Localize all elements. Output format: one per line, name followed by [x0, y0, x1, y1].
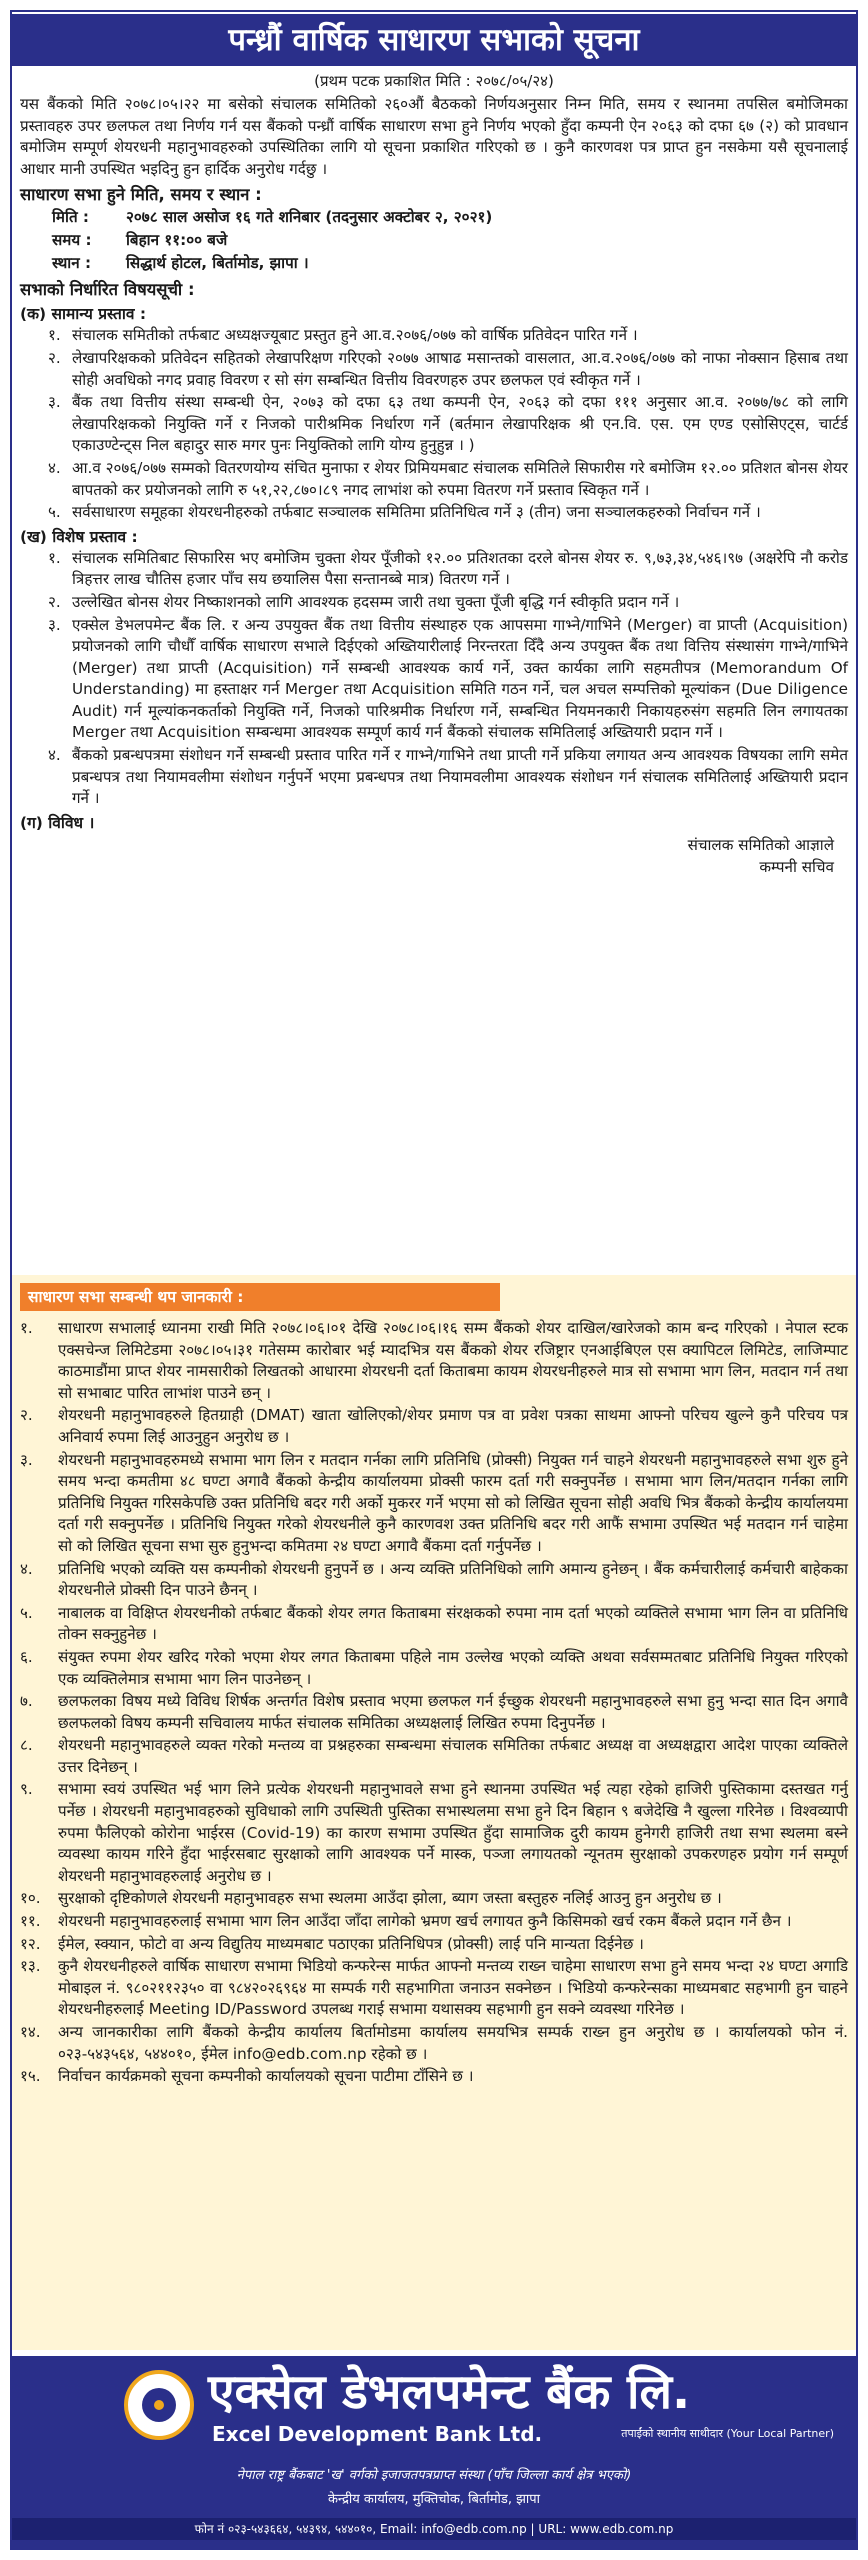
list-item — [48, 325, 848, 347]
item-number: १. — [48, 326, 61, 345]
item-text: नाबालक वा विक्षिप्त शेयरधनीको तर्फबाट बैंकको शेयर लगत किताबमा संरक्षकको रुपमा नाम दर्ता भएको व्यक्तिले सभामा भाग लिन वा प्रतिनिधि तोक्न सक्नुहुनेछ । — [58, 1603, 848, 1644]
info-heading: साधारण सभा सम्बन्धी थप जानकारी : — [20, 1283, 500, 1311]
list-item — [20, 2066, 848, 2088]
list-item — [48, 348, 848, 391]
item-number: २. — [48, 348, 61, 367]
list-item — [20, 1603, 848, 1646]
item-text: सभामा स्वयं उपस्थित भई भाग लिने प्रत्येक शेयरधनी महानुभावले सभा हुने स्थानमा उपस्थित भई त्यहा रहेको हाजिरी पुस्तिकामा दस्तखत गर्नु पर्नेछ । शेयरधनी महानुभावहरुको सुविधाको लागि उपस्थिती पुस्तिका सभास्थलमा सभा हुने दिन बिहान ९ बजेदेखि नै खुल्ला गरिनेछ । विश्वव्यापी रुपमा फैलिएको कोरोना भाईरस (Covid-19) का कारण सभामा उपस्थित हुँदा सामाजिक दुरी कायम हुनेगरी हाजिरी तथा सभा स्थलमा बस्ने व्यवस्था कायम गरिने हुँदा भाईरसबाट सुरक्षाको लागि आवश्यक पर्ने मास्क, पञ्जा लगायतको न्यूनतम सुरक्षाको उपकरणहरु प्रयोग गर्न सम्पूर्ण शेयरधनी महानुभावहरुलाई अनुरोध छ । — [58, 1780, 848, 1885]
item-number: ४. — [20, 1559, 33, 1578]
item-text: शेयरधनी महानुभावहरुले हितग्राही (DMAT) खाता खोलिएको/शेयर प्रमाण पत्र वा प्रवेश पत्रका साथमा आफ्नो परिचय खुल्ने कुनै परिचय पत्र अनिवार्य रुपमा लिई आउनुहुन अनुरोध छ । — [58, 1406, 848, 1446]
schedule-block — [20, 206, 848, 275]
license-note: नेपाल राष्ट्र बैंकबाट 'ख' वर्गको इजाजतपत्रप्राप्त संस्था (पाँच जिल्ला कार्य क्षेत्र भएको) — [236, 2468, 632, 2483]
item-number: २. — [48, 592, 61, 611]
list-item — [20, 2022, 848, 2065]
place-label: स्थान : — [52, 254, 92, 273]
list-item — [48, 392, 848, 457]
special-proposal-heading: (ख) विशेष प्रस्ताव : — [20, 527, 138, 546]
list-item — [20, 1405, 848, 1448]
item-number: ६. — [20, 1647, 33, 1666]
item-text: सर्वसाधारण समूहका शेयरधनीहरुको तर्फबाट सञ्चालक समितिमा प्रतिनिधित्व गर्ने ३ (तीन) जना सञ्चालकहरुको निर्वाचन गर्ने । — [72, 503, 761, 522]
item-text: बैंक तथा वित्तीय संस्था सम्बन्धी ऐन, २०७३ को दफा ६३ तथा कम्पनी ऐन, २०६३ को दफा १११ अनुसार आ.व. २०७७/७८ को लागि लेखापरिक्षकको नियुक्ति गर्ने र निजको पारीश्रमिक निर्धारण गर्ने (बर्तमान लेखापरिक्षक श्री एन.वि. एस. एम एण्ड एसोसिएट्स, चार्टर्ड एकाउण्टेन्ट्स निल बहादुर सारु मगर पुनः नियुक्तिको लागि योग्य हुनुहुन्न । ) — [72, 393, 848, 455]
list-item — [20, 1956, 848, 2021]
item-text: कुनै शेयरधनीहरुले वार्षिक साधारण सभामा भिडियो कन्फरेन्स मार्फत आफ्नो मन्तव्य राख्न चाहेमा साधारण सभा हुने समय भन्दा २४ घण्टा अगाडि मोबाइल नं. ९८०२११२३५० वा ९८४२०२६९६४ मा सम्पर्क गरी सहभागिता जनाउन सक्नेछन । भिडियो कन्फरेन्सका माध्यमबाट सहभागी हुन चाहने शेयरधनीहरुलाई Meeting ID/Password उपलब्ध गराई सभामा यथासक्य सहभागी हुन सक्ने व्यवस्था गरिनेछ । — [58, 1957, 848, 2019]
special-proposal-list — [20, 548, 848, 810]
place-value: सिद्धार्थ होटल, बिर्तामोड, झापा । — [126, 254, 309, 273]
item-text: एक्सेल डेभलपमेन्ट बैंक लि. र अन्य उपयुक्त बैंक तथा वित्तीय संस्थाहरु एक आपसमा गाभ्ने/गाभिने (Merger) वा प्राप्ती (Acquisition) प्रयोजनको लागि चौधौँ वार्षिक साधारण सभाले दिईएको अख्तियारीलाई निरन्तरता दिँदै अन्य उपयुक्त बैंक तथा वित्तिय संस्थासंग गाभ्ने/गाभिने (Merger) तथा प्राप्ती (Acquisition) गर्ने सम्बन्धी आवश्यक कार्य गर्ने, उक्त कार्यका लागि सहमतीपत्र (Memorandum Of Understanding) मा हस्ताक्षर गर्न Merger तथा Acquisition समिति गठन गर्ने, चल अचल सम्पत्तिको मूल्यांकन (Due Diligence Audit) गर्न मूल्यांकनकर्ताको नियुक्ति गर्ने, निजको पारिश्रमीक निर्धारण गर्ने, सम्बन्धित नियमनकारी निकायहरुसंग सहमति लिन लगायतका Merger तथा Acquisition सम्बन्धमा आवश्यक सम्पूर्ण कार्य गर्न बैंकको संचालक समितिलाई अख्तियारी प्रदान गर्ने । — [72, 615, 848, 742]
schedule-time — [52, 229, 848, 252]
list-item — [20, 1647, 848, 1690]
item-text: सुरक्षाको दृष्टिकोणले शेयरधनी महानुभावहरु सभा स्थलमा आउँदा झोला, ब्याग जस्ता बस्तुहरु नलिई आउनु हुन अनुरोध छ । — [58, 1889, 722, 1908]
item-number: १०. — [20, 1889, 41, 1908]
item-text: शेयरधनी महानुभावहरुले व्यक्त गरेको मन्तव्य वा प्रश्नहरुका सम्बन्धमा संचालक समितिका तर्फबाट अध्यक्ष वा अध्यक्षद्वारा आदेश पाएका व्यक्तिले उत्तर दिनेछन् । — [58, 1736, 848, 1776]
item-text: ईमेल, स्क्यान, फोटो वा अन्य विद्युतिय माध्यमबाट पठाएका प्रतिनिधिपत्र (प्रोक्सी) लाई पनि मान्यता दिईनेछ । — [58, 1934, 644, 1953]
item-number: ३. — [48, 615, 61, 634]
list-item — [20, 1934, 848, 1956]
list-item — [20, 1888, 848, 1910]
list-item — [48, 615, 848, 745]
item-number: २. — [20, 1406, 33, 1425]
item-number: १५. — [20, 2067, 41, 2086]
office-address: केन्द्रीय कार्यालय, मुक्तिचोक, बिर्तामोड, झापा — [327, 2492, 541, 2507]
bank-name-nepali: एक्सेल डेभलपमेन्ट बैंक लि. — [208, 2364, 691, 2420]
item-text: उल्लेखित बोनस शेयर निष्काशनको लागि आवश्यक हदसम्म जारी तथा चुक्ता पूँजी बृद्धि गर्न स्वीकृति प्रदान गर्ने । — [72, 592, 680, 611]
list-item — [20, 1691, 848, 1734]
intro-paragraph: यस बैंकको मिति २०७८।०५।२२ मा बसेको संचालक समितिको २६०औं बैठकको निर्णयअनुसार निम्न मिति, समय र स्थानमा तपसिल बमोजिमका प्रस्तावहरु उपर छलफल तथा निर्णय गर्न यस बैंकको पन्ध्रौं वार्षिक साधारण सभा हुने निर्णय भएको हुँदा कम्पनी ऐन २०६३ को दफा ६७ (२) को प्रावधान बमोजिम सम्पूर्ण शेयरधनी महानुभावहरुको उपस्थितिका लागि यो सूचना प्रकाशित गरिएको छ । कुनै कारणवश पत्र प्राप्त हुन नसकेमा यसै सूचनालाई आधार मानी उपस्थित भइदिनु हुन हार्दिक अनुरोध गर्दछु । — [20, 95, 848, 178]
time-value: बिहान ११:०० बजे — [126, 231, 228, 250]
bank-name-english: Excel Development Bank Ltd. — [212, 2422, 543, 2446]
time-label: समय : — [52, 231, 92, 250]
publish-date: (प्रथम पटक प्रकाशित मिति : २०७८/०५/२४) — [314, 72, 554, 90]
item-number: ३. — [48, 393, 61, 412]
item-text: संचालक समितिबाट सिफारिस भए बमोजिम चुक्ता शेयर पूँजीको १२.०० प्रतिशतका दरले बोनस शेयर रु. ९,७३,३४,५४६।९७ (अक्षरेपि नौ करोड त्रिहत्तर लाख चौतिस हजार पाँच सय छयालिस पैसा सन्तानब्बे मात्र) वितरण गर्ने । — [72, 548, 848, 589]
item-number: १२. — [20, 1934, 41, 1953]
schedule-heading: साधारण सभा हुने मिति, समय र स्थान : — [20, 185, 262, 205]
item-number: ४. — [48, 746, 61, 765]
item-text: निर्वाचन कार्यक्रमको सूचना कम्पनीको कार्यालयको सूचना पाटीमा टाँसिने छ । — [58, 2067, 474, 2086]
date-value: २०७८ साल असोज १६ गते शनिबार (तदनुसार अक्टोबर २, २०२१) — [126, 208, 493, 227]
item-number: ७. — [20, 1692, 33, 1711]
notice-body — [20, 94, 848, 878]
item-text: संचालक समितीको तर्फबाट अध्यक्षज्यूबाट प्रस्तुत हुने आ.व.२०७६/०७७ को वार्षिक प्रतिवेदन पारित गर्ने । — [72, 326, 638, 345]
item-text: लेखापरिक्षकको प्रतिवेदन सहितको लेखापरिक्षण गरिएको २०७७ आषाढ मसान्तको वासलात, आ.व.२०७६/०७७ को नाफा नोक्सान हिसाब तथा सोही अवधिको नगद प्रवाह विवरण र सो संग सम्बन्धित वित्तीय विवरणहरु उपर छलफल एवं स्वीकृत गर्ने । — [72, 348, 848, 389]
item-text: छलफलका विषय मध्ये विविध शिर्षक अन्तर्गत विशेष प्रस्ताव भएमा छलफल गर्न ईच्छुक शेयरधनी महानुभावहरुले सभा हुनु भन्दा सात दिन अगावै छलफलको विषय कम्पनी सचिवालय मार्फत संचालक समितिका अध्यक्षलाई लिखित रुपमा दिनुपर्नेछ । — [58, 1692, 848, 1732]
list-item — [48, 592, 848, 614]
schedule-place — [52, 252, 848, 275]
misc-heading: (ग) विविध । — [20, 813, 95, 832]
item-text: बैंकको प्रबन्धपत्रमा संशोधन गर्ने सम्बन्धी प्रस्ताव पारित गर्ने र गाभ्ने/गाभिने तथा प्राप्ती गर्ने प्रकिया लगायत अन्य आवश्यक विषयका लागि समेत प्रबन्धपत्र तथा नियामवलीमा संशोधन गर्नुपर्ने भएमा प्रबन्धपत्र तथा नियामवलीमा आवश्यक संशोधन गर्न संचालक समितिलाई अख्तियारी प्रदान गर्ने । — [72, 746, 848, 808]
contact-line: फोन नं ०२३-५४३६६४, ५४३९४, ५४४०१०, Email: info@edb.com.np | URL: www.edb.com.np — [12, 2518, 856, 2540]
agenda-heading: सभाको निर्धारित विषयसूची : — [20, 280, 195, 300]
signature-line-2: कम्पनी सचिव — [759, 857, 834, 876]
list-item — [48, 502, 848, 524]
date-label: मिति : — [52, 208, 89, 227]
list-item — [48, 548, 848, 591]
bank-footer — [12, 2356, 856, 2550]
item-text: अन्य जानकारीका लागि बैंकको केन्द्रीय कार्यालय बिर्तामोडमा कार्यालय समयभित्र सम्पर्क राख्न हुन अनुरोध छ । कार्यालयको फोन नं. ०२३-५४३५६४, ५४४०१०, ईमेल info@edb.com.np रहेको छ । — [58, 2023, 848, 2063]
logo-dot — [154, 2400, 164, 2410]
bank-tagline: तपाईंको स्थानीय साथीदार (Your Local Partner) — [621, 2427, 834, 2440]
item-number: ११. — [20, 1912, 41, 1931]
item-text: शेयरधनी महानुभावहरुलाई सभामा भाग लिन आउँदा जाँदा लागेको भ्रमण खर्च लगायत कुनै किसिमको खर्च रकम बैंकले प्रदान गर्ने छैन । — [58, 1912, 792, 1931]
list-item — [20, 1450, 848, 1558]
item-number: ५. — [20, 1603, 33, 1622]
item-number: १. — [20, 1319, 33, 1337]
list-item — [20, 1779, 848, 1887]
list-item — [48, 458, 848, 501]
item-number: ४. — [48, 458, 61, 477]
bank-logo-icon — [124, 2370, 194, 2440]
item-text: साधारण सभालाई ध्यानमा राखी मिति २०७८।०६।०१ देखि २०७८।०६।१६ सम्म बैंकको शेयर दाखिल/खारेजको काम बन्द गरिएको । नेपाल स्टक एक्सचेन्ज लिमिटेडमा २०७८।०५।३१ गतेसम्म कारोबार भई म्यादभित्र यस बैंकको शेयर रजिष्ट्रार एनआईबिएल एस क्यापिटल लिमिटेड, लाजिम्पाट काठमाडौंमा प्राप्त शेयर नामसारीको लिखतको आधारमा शेयरधनी दर्ता किताबमा कायम शेयरधनीहरुले मात्र सो सभामा भाग लिन, मतदान गर्न तथा सो सभाबाट पारित लाभांश पाउने छन् । — [58, 1319, 848, 1402]
list-item — [20, 1559, 848, 1602]
notice-title: पन्ध्रौं वार्षिक साधारण सभाको सूचना — [12, 14, 856, 66]
item-number: ९. — [20, 1780, 33, 1799]
general-proposal-list — [20, 325, 848, 523]
item-number: ५. — [48, 503, 61, 522]
item-text: शेयरधनी महानुभावहरुमध्ये सभामा भाग लिन र मतदान गर्नका लागि प्रतिनिधि (प्रोक्सी) नियुक्त गर्न चाहने शेयरधनी महानुभावहरुले सभा शुरु हुने समय भन्दा कमतीमा ४८ घण्टा अगावै बैंकको केन्द्रीय कार्यालयमा प्रोक्सी फारम दर्ता गरी सक्नुपर्नेछ । सभामा भाग लिन/मतदान गर्नका लागि प्रतिनिधि नियुक्त गरिसकेपछि उक्त प्रतिनिधि बदर गरी अर्को मुकरर गर्ने भएमा सो को लिखित सूचना सोही अवधि भित्र बैंकको केन्द्रीय कार्यालयमा दर्ता गरी सक्नुपर्नेछ । प्रतिनिधि नियुक्त गरेको शेयरधनीले कुनै कारणवश उक्त प्रतिनिधि बदर गरी आफैं सभामा उपस्थित भई मतदान गर्न चाहेमा सो को लिखित सूचना सभा सुरु हुनुभन्दा कमितमा २४ घण्टा अगावै बैंकमा दर्ता गर्नुपर्नेछ । — [58, 1450, 848, 1555]
list-item — [48, 745, 848, 810]
signature-block — [20, 834, 848, 878]
list-item — [20, 1911, 848, 1933]
item-number: १३. — [20, 1957, 41, 1976]
item-number: ८. — [20, 1736, 33, 1755]
item-number: १४. — [20, 2023, 41, 2041]
list-item — [20, 1735, 848, 1778]
item-number: ३. — [20, 1450, 33, 1469]
logo-emblem — [142, 2388, 176, 2422]
item-text: आ.व २०७६/०७७ सम्मको वितरणयोग्य संचित मुनाफा र शेयर प्रिमियमबाट संचालक समितिले सिफारीस गरे बमोजिम १२.०० प्रतिशत बोनस शेयर बापतको कर प्रयोजनको लागि रु ५१,२२,८७०।८९ नगद लाभांश को रुपमा वितरण गर्ने प्रस्ताव स्विकृत गर्ने । — [72, 458, 848, 499]
list-item — [20, 1318, 848, 1404]
info-list — [20, 1318, 848, 2089]
schedule-date — [52, 206, 848, 229]
signature-line-1: संचालक समितिको आज्ञाले — [687, 835, 834, 854]
item-text: प्रतिनिधि भएको व्यक्ति यस कम्पनीको शेयरधनी हुनुपर्ने छ । अन्य व्यक्ति प्रतिनिधिको लागि अमान्य हुनेछन् । बैंक कर्मचारीलाई कर्मचारी बाहेकका शेयरधनीले प्रोक्सी दिन पाउने छैनन् । — [58, 1559, 848, 1600]
item-text: संयुक्त रुपमा शेयर खरिद गरेको भएमा शेयर लगत किताबमा पहिले नाम उल्लेख भएको व्यक्ति अथवा सर्वसम्मतबाट प्रतिनिधि नियुक्त गरिएको एक व्यक्तिलेमात्र सभामा भाग लिन पाउनेछन् । — [58, 1647, 848, 1688]
item-number: १. — [48, 548, 61, 567]
general-proposal-heading: (क) सामान्य प्रस्ताव : — [20, 305, 147, 324]
